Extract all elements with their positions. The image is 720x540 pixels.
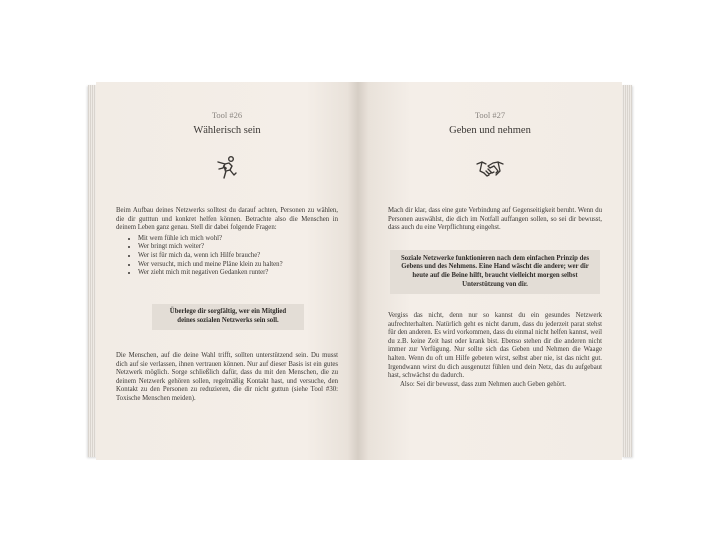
page-stack-right <box>622 85 632 457</box>
tool-number: Tool #26 <box>211 110 243 120</box>
right-page <box>358 82 622 460</box>
intro-paragraph <box>388 207 602 233</box>
list-item: • Wer ist für mich da, wenn ich Hilfe brauche? <box>138 252 338 261</box>
closing-paragraph <box>388 312 602 389</box>
running-person-icon <box>212 153 242 183</box>
list-item: • Mit wem fühle ich mich wohl? <box>138 235 338 244</box>
tool-title: Wählerisch sein <box>193 125 261 136</box>
closing-text: Die Menschen, auf die deine Wahl trifft, sollten unterstützend sein. Du musst dich auf sie verlassen, ihnen vertrauen können. Nur auf dieser Basis ist ein gutes Netzwerk möglich. Sorge schließlich dafür, dass du mit den Menschen, die zu deinem Netzwerk gehören sollen, regelmäßig Kontakt hast, und versuche, den Kontakt zu den Personen zu reduzieren, die dir nicht guttun (siehe Tool #30: Toxische Menschen meiden). <box>116 352 338 402</box>
intro-text: Beim Aufbau deines Netzwerks solltest du darauf achten, Personen zu wählen, die dir gutttun und konkret helfen können. Betrachte also die Menschen in deinem Leben ganz genau. Stell dir dabei folgende Fragen: <box>116 207 338 232</box>
intro-paragraph <box>116 207 338 278</box>
handshake-icon <box>475 153 505 183</box>
list-item: • Wer bringt mich weiter? <box>138 243 338 252</box>
highlight-box <box>152 304 304 330</box>
highlight-text: Überlege dir sorgfältig, wer ein Mitglied deines sozialen Netzwerks sein soll. <box>169 308 287 324</box>
list-item: • Wer zieht mich mit negativen Gedanken runter? <box>138 269 338 278</box>
highlight-box <box>390 250 600 294</box>
tool-number: Tool #27 <box>474 110 506 120</box>
intro-text: Mach dir klar, dass eine gute Verbindung auf Gegenseitigkeit beruht. Wenn du Personen auswählst, die dich im Notfall auffangen sollen, so sei dir bewusst, dass auch du eine Verpflichtung eingehst. <box>388 207 602 232</box>
highlight-text: Soziale Netzwerke funktionieren nach dem einfachen Prinzip des Gebens und des Nehmens. Eine Hand wäscht die andere; wer dir heute auf die Beine hilft, braucht vielleicht morgen selbst Unterstützung von dir. <box>400 254 590 288</box>
list-item: • Wer versucht, mich und meine Pläne klein zu halten? <box>138 261 338 270</box>
left-page <box>96 82 358 460</box>
closing-paragraph <box>116 352 338 404</box>
tool-title: Geben und nehmen <box>449 125 531 136</box>
closing-text: Vergiss das nicht, denn nur so kannst du ein gesundes Netzwerk aufrechterhalten. Natürlich geht es nicht darum, dass du jederzeit parat stehst für den anderen. Es wird vorkommen, dass du einmal nicht helfen kannst, weil du z.B. keine Zeit hast oder krank bist. Ebenso stehen dir die anderen nicht immer zur Verfügung. Nur sollte sich das Geben und Nehmen die Waage halten. Wenn du oft um Hilfe gebeten wirst, selbst aber nie, ist das nicht gut. Irgendwann wirst du dich ausgenutzt fühlen und dein Netz, das du aufgebaut hast, schwächst du dadurch. <box>388 312 602 380</box>
question-list <box>116 235 338 278</box>
closing-summary: Also: Sei dir bewusst, dass zum Nehmen auch Geben gehört. <box>400 380 566 388</box>
open-book <box>88 82 632 460</box>
